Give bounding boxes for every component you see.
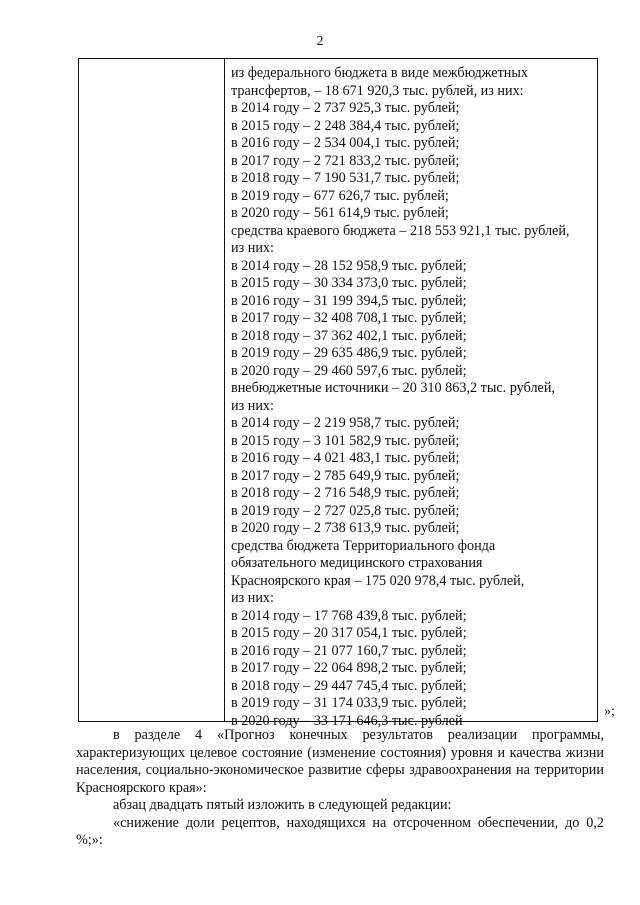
table-line: в 2016 году – 21 077 160,7 тыс. рублей;: [231, 642, 467, 659]
table-line: в 2015 году – 2 248 384,4 тыс. рублей;: [231, 117, 460, 134]
table-line: в 2014 году – 2 737 925,3 тыс. рублей;: [231, 100, 460, 116]
table-line: в 2014 году – 28 152 958,9 тыс. рублей;: [231, 257, 467, 274]
table-line: в 2016 году – 31 199 394,5 тыс. рублей;: [231, 292, 467, 309]
table-line: Красноярского края – 175 020 978,4 тыс. рублей,: [231, 572, 525, 589]
paragraph-instruction: абзац двадцать пятый изложить в следующей редакции:: [113, 797, 452, 813]
table-line: средства бюджета Территориального фонда: [231, 537, 496, 554]
table-line: в 2017 году – 32 408 708,1 тыс. рублей;: [231, 310, 467, 326]
page-number: 2: [316, 34, 324, 49]
table-line: в 2014 году – 17 768 439,8 тыс. рублей;: [231, 607, 467, 624]
funding-table: [78, 58, 598, 729]
table-line: в 2016 году – 4 021 483,1 тыс. рублей;: [231, 450, 460, 466]
table-line: в 2018 году – 29 447 745,4 тыс. рублей;: [231, 677, 467, 694]
table-line: в 2019 году – 677 626,7 тыс. рублей;: [231, 187, 449, 204]
table-line: в 2020 году – 2 738 613,9 тыс. рублей;: [231, 520, 460, 536]
table-line: в 2018 году – 7 190 531,7 тыс. рублей;: [231, 170, 460, 186]
table-line: в 2017 году – 2 785 649,9 тыс. рублей;: [231, 467, 460, 484]
column-divider: [224, 59, 225, 721]
table-line: внебюджетные источники – 20 310 863,2 тыс. рублей,: [231, 380, 555, 396]
paragraph-section-4: в разделе 4 «Прогноз конечных результатов реализации программы, характеризующих целевое состояние (изменение состояния) уровня и качества жизни населения, социально-экономическое развитие сферы здравоохранения на территории Красноярского края»:: [76, 727, 604, 796]
table-line: в 2016 году – 2 534 004,1 тыс. рублей;: [231, 135, 460, 151]
table-line: в 2019 году – 31 174 033,9 тыс. рублей;: [231, 695, 467, 711]
table-line: из них:: [231, 240, 274, 256]
table-line: в 2017 году – 2 721 833,2 тыс. рублей;: [231, 152, 460, 169]
table-line: в 2015 году – 30 334 373,0 тыс. рублей;: [231, 275, 467, 291]
table-line: средства краевого бюджета – 218 553 921,1 тыс. рублей,: [231, 222, 570, 239]
table-closing-quote: »;: [604, 704, 615, 719]
table-line: в 2020 году – 29 460 597,6 тыс. рублей;: [231, 362, 467, 379]
table-line: в 2014 году – 2 219 958,7 тыс. рублей;: [231, 415, 460, 431]
table-line: в 2020 году – 561 614,9 тыс. рублей;: [231, 205, 449, 221]
table-line: трансфертов, – 18 671 920,3 тыс. рублей, из них:: [231, 82, 524, 99]
table-line: из них:: [231, 590, 274, 606]
table-line: в 2017 году – 22 064 898,2 тыс. рублей;: [231, 660, 467, 676]
funding-cell: [231, 65, 595, 730]
body-text: [76, 727, 604, 850]
table-line: в 2015 году – 3 101 582,9 тыс. рублей;: [231, 432, 460, 449]
table-line: в 2019 году – 29 635 486,9 тыс. рублей;: [231, 345, 467, 361]
table-line: из федерального бюджета в виде межбюджетных: [231, 65, 529, 81]
table-line: в 2019 году – 2 727 025,8 тыс. рублей;: [231, 502, 460, 519]
paragraph-new-text: «снижение доли рецептов, находящихся на отсроченном обеспечении, до 0,2 %;»:: [76, 814, 604, 848]
table-line: в 2020 году – 33 171 646,3 тыс. рублей: [231, 712, 463, 729]
table-line: в 2018 году – 37 362 402,1 тыс. рублей;: [231, 327, 467, 344]
table-line: в 2015 году – 20 317 054,1 тыс. рублей;: [231, 625, 467, 641]
table-line: в 2018 году – 2 716 548,9 тыс. рублей;: [231, 485, 460, 501]
table-line: из них:: [231, 397, 274, 414]
table-line: обязательного медицинского страхования: [231, 555, 483, 571]
